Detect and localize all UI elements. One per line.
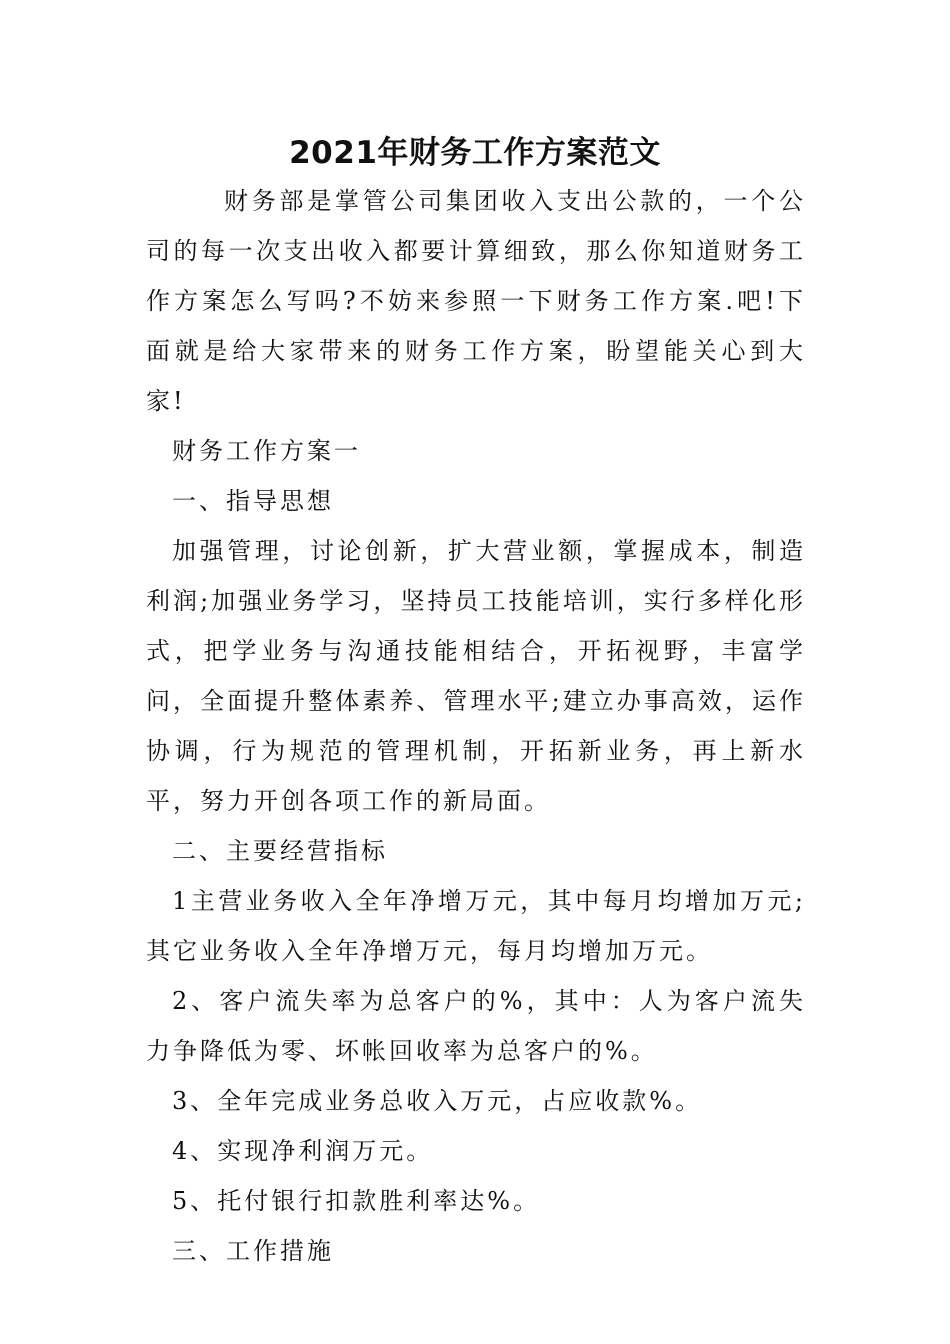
indicator-item-1: 1主营业务收入全年净增万元，其中每月均增加万元;其它业务收入全年净增万元，每月均增加万元。 (146, 887, 806, 965)
section-work-measures-heading: 三、工作措施 (172, 1237, 334, 1265)
section-main-indicators-heading: 二、主要经营指标 (172, 837, 388, 865)
section-guiding-thought-heading: 一、指导思想 (172, 487, 334, 515)
guiding-thought-paragraph: 加强管理，讨论创新，扩大营业额，掌握成本，制造利润;加强业务学习，坚持员工技能培训，实行多样化形式，把学业务与沟通技能相结合，开拓视野，丰富学问，全面提升整体素养、管理水平;建立办事高效，运作协调，行为规范的管理机制，开拓新业务，再上新水平，努力开创各项工作的新局面。 (146, 537, 806, 815)
intro-paragraph: 财务部是掌管公司集团收入支出公款的，一个公司的每一次支出收入都要计算细致，那么你知道财务工作方案怎么写吗?不妨来参照一下财务工作方案.吧!下面就是给大家带来的财务工作方案，盼望能关心到大家! (146, 187, 806, 415)
indicator-item-2: 2、客户流失率为总客户的%，其中：人为客户流失力争降低为零、坏帐回收率为总客户的%。 (146, 987, 806, 1065)
indicator-item-3: 3、全年完成业务总收入万元，占应收款%。 (172, 1087, 703, 1115)
indicator-item-5: 5、托付银行扣款胜利率达%。 (172, 1187, 541, 1215)
document-title: 2021年财务工作方案范文 (289, 135, 661, 171)
section-plan-one-heading: 财务工作方案一 (172, 437, 361, 465)
document-body (146, 176, 806, 1276)
indicator-item-4: 4、实现净利润万元。 (172, 1137, 434, 1165)
